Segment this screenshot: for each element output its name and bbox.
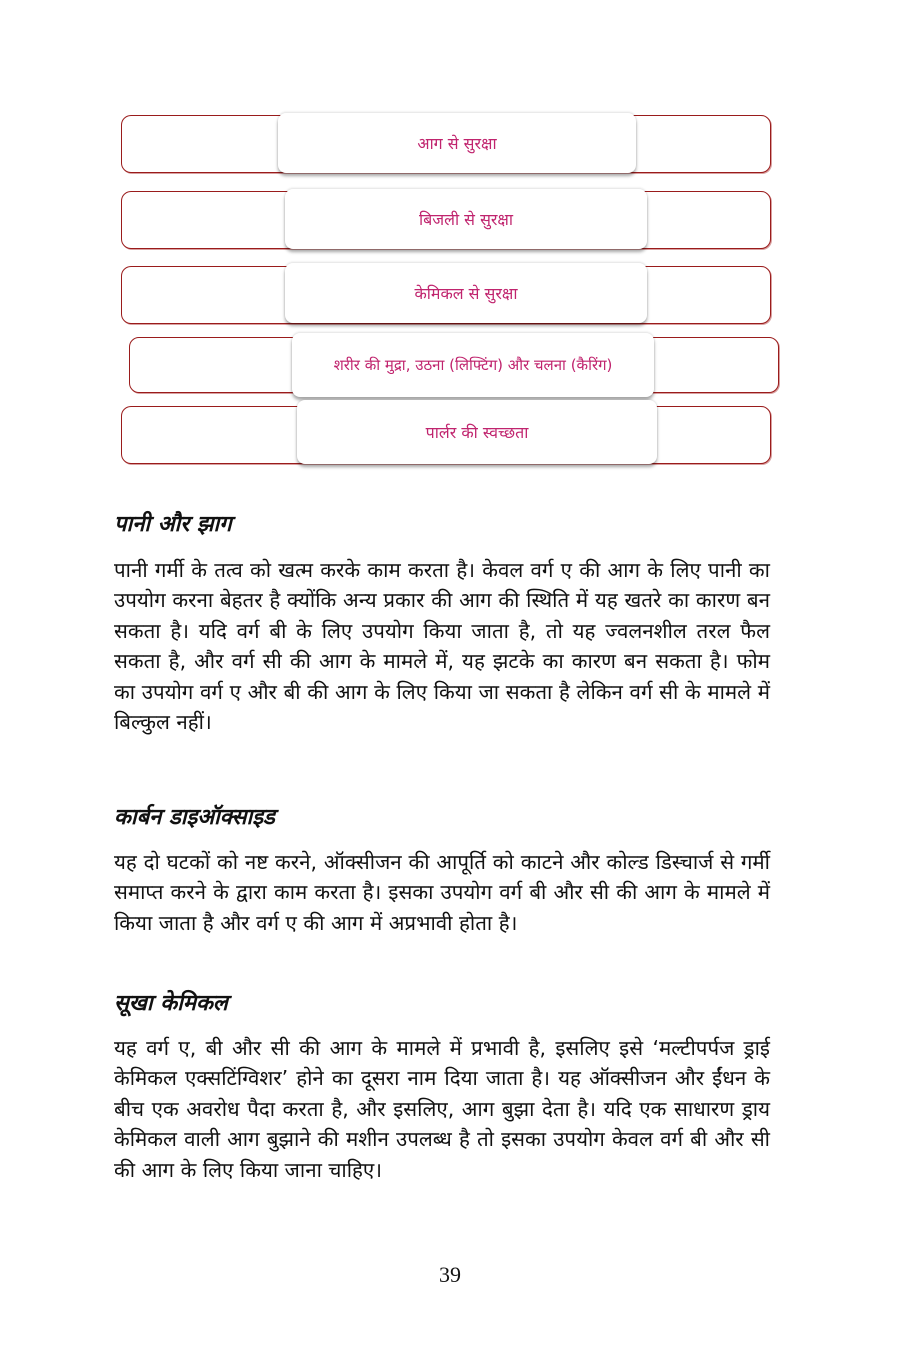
topic-box-posture-lifting-carrying	[292, 333, 654, 397]
section-body-dry-chemical: यह वर्ग ए, बी और सी की आग के मामले में प्रभावी है, इसलिए इसे ‘मल्टीपर्पज ड्राई केमिकल एक्सटिंग्विशर’ होने का दूसरा नाम दिया जाता है। यह ऑक्सीजन और ईंधन के बीच एक अवरोध पैदा करता है, और इसलिए, आग बुझा देता है। यदि एक साधारण ड्राय केमिकल वाली आग बुझाने की मशीन उपलब्ध है तो इसका उपयोग केवल वर्ग बी और सी की आग के लिए किया जाना चाहिए।	[114, 1036, 770, 1182]
topic-label: पार्लर की स्वच्छता	[425, 423, 529, 442]
topic-box-parlour-hygiene	[297, 400, 657, 464]
topic-box-chemical-safety	[285, 263, 647, 323]
topic-box-electrical-safety	[285, 189, 647, 249]
topic-label: केमिकल से सुरक्षा	[414, 284, 518, 303]
topic-label: आग से सुरक्षा	[417, 134, 497, 153]
page-number: 39	[439, 1262, 461, 1287]
section-body-carbon-dioxide: यह दो घटकों को नष्ट करने, ऑक्सीजन की आपूर्ति को काटने और कोल्ड डिस्चार्ज से गर्मी समाप्त करने के द्वारा काम करता है। इसका उपयोग वर्ग बी और सी की आग के मामले में किया जाता है और वर्ग ए की आग में अप्रभावी होता है।	[114, 850, 770, 935]
section-heading-water-foam: पानी और झाग	[114, 512, 232, 537]
topic-label: शरीर की मुद्रा, उठना (लिफ्टिंग) और चलना (कैरिंग)	[333, 356, 613, 374]
topic-box-fire-safety	[278, 113, 636, 173]
section-heading-dry-chemical: सूखा केमिकल	[114, 991, 228, 1016]
topic-label: बिजली से सुरक्षा	[418, 210, 514, 229]
section-heading-carbon-dioxide: कार्बन डाइऑक्साइड	[114, 805, 275, 830]
section-body-water-foam: पानी गर्मी के तत्व को खत्म करके काम करता है। केवल वर्ग ए की आग के लिए पानी का उपयोग करना बेहतर है क्योंकि अन्य प्रकार की आग की स्थिति में यह खतरे का कारण बन सकता है। यदि वर्ग बी के लिए उपयोग किया जाता है, तो यह ज्वलनशील तरल फैल सकता है, और वर्ग सी की आग के मामले में, यह झटके का कारण बन सकता है। फोम का उपयोग वर्ग ए और बी की आग के लिए किया जा सकता है लेकिन वर्ग सी के मामले में बिल्कुल नहीं।	[114, 558, 770, 735]
safety-topics-diagram	[0, 0, 900, 480]
